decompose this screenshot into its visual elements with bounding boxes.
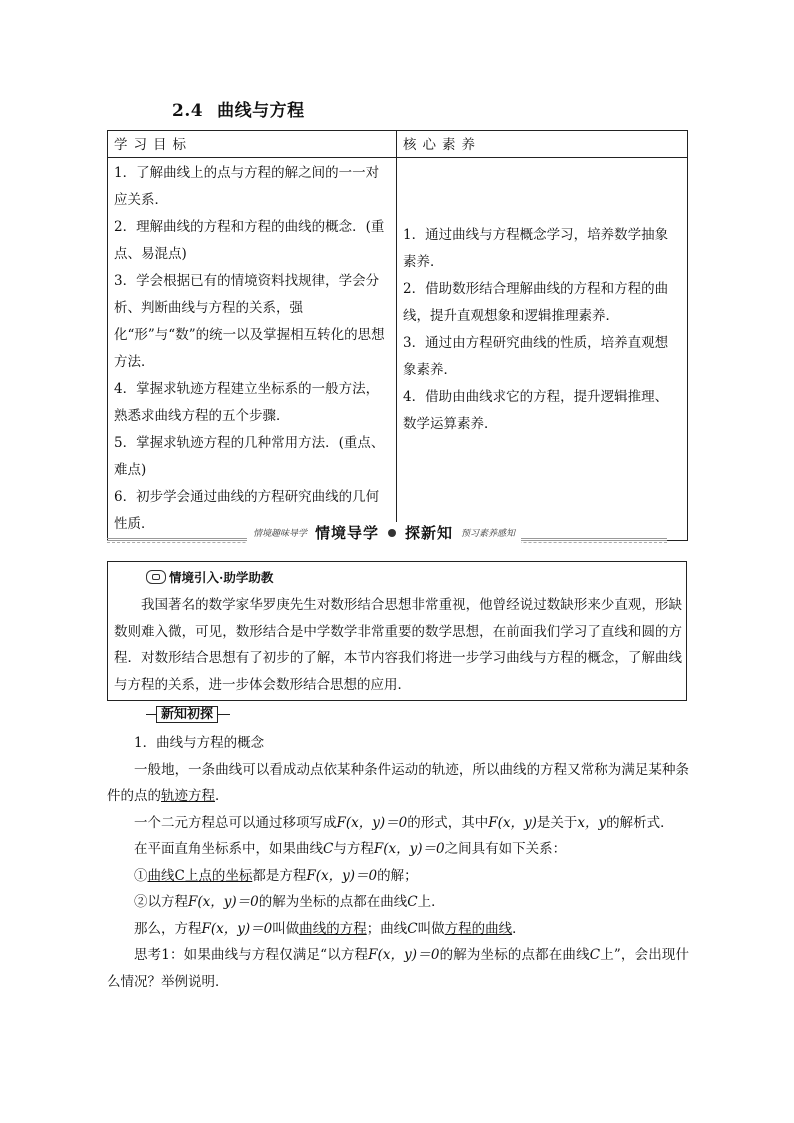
goal-item: 1．了解曲线上的点与方程的解之间的一一对应关系． [114,165,380,208]
condition-1: ①曲线C上点的坐标都是方程F(x，y)＝0的解； [134,867,418,884]
new-knowledge-heading [146,706,230,723]
section-title-text: 曲线与方程 [217,101,305,121]
literacy-item: 3．通过由方程研究曲线的性质，培养直观想象素养． [403,335,669,378]
intro-heading-text: 情境引入·助学助教 [169,570,274,585]
banner-main-a: 情境导学 [315,524,380,542]
goal-item: 4．掌握求轨迹方程建立坐标系的一般方法，熟悉求曲线方程的五个步骤． [114,381,380,424]
paragraph-definition: 那么，方程F(x，y)＝0叫做曲线的方程；曲线C叫做方程的曲线． [134,920,526,937]
banner-dot-icon [388,529,396,537]
section-number: 2.4 [172,101,204,121]
body-text [107,730,689,995]
goal-item: 3．学会根据已有的情境资料找规律，学会分析、判断曲线与方程的关系，强化“形”与“数”的统一以及掌握相互转化的思想方法． [114,273,385,370]
literacy-header: 核心素养 [397,131,688,158]
paragraph-locus: 一般地，一条曲线可以看成动点依某种条件运动的轨迹，所以曲线的方程又常称为满足某种条件的点的轨迹方程． [107,761,689,804]
banner-left-caption: 情境趣味导学 [253,529,308,539]
section-title [172,96,305,121]
concept-title: 1．曲线与方程的概念 [134,735,265,751]
intro-heading [146,568,273,586]
section-banner [107,522,667,544]
literacy-item: 2．借助数形结合理解曲线的方程和方程的曲线，提升直观想象和逻辑推理素养． [403,281,669,324]
goals-cell [108,158,397,541]
lightbulb-icon [146,570,166,584]
literacy-cell [397,158,688,541]
paragraph-relation: 在平面直角坐标系中，如果曲线C与方程F(x，y)＝0之间具有如下关系： [134,841,567,857]
paragraph-binary-equation: 一个二元方程总可以通过移项写成F(x，y)＝0的形式，其中F(x，y)是关于x，y的解析式． [134,814,674,831]
think-question-1: 思考1：如果曲线与方程仅满足“以方程F(x，y)＝0的解为坐标的点都在曲线C上”，会出现什么情况？举例说明． [107,947,690,990]
banner-right-caption: 预习素养感知 [461,529,516,539]
new-knowledge-heading-text: 新知初探 [156,706,218,723]
banner-main-b: 探新知 [405,524,454,542]
goals-header: 学习目标 [108,131,397,158]
intro-box [107,561,687,701]
condition-2: ②以方程F(x，y)＝0的解为坐标的点都在曲线C上． [134,894,445,910]
intro-text: 我国著名的数学家华罗庚先生对数形结合思想非常重视，他曾经说过数缺形来少直观，形缺数则难入微，可见，数形结合是中学数学非常重要的数学思想，在前面我们学习了直线和圆的方程．对数形结合思想有了初步的了解，本节内容我们将进一步学习曲线与方程的概念，了解曲线与方程的关系，进一步体会数形结合思想的应用． [114,597,682,693]
literacy-item: 4．借助由曲线求它的方程，提升逻辑推理、数学运算素养． [403,389,669,432]
goal-item: 2．理解曲线的方程和方程的曲线的概念．(重点、易混点) [114,219,385,262]
goals-table [107,130,688,541]
goal-item: 6．初步学会通过曲线的方程研究曲线的几何性质． [114,489,380,532]
goal-item: 5．掌握求轨迹方程的几种常用方法．(重点、难点) [114,435,385,478]
literacy-item: 1．通过曲线与方程概念学习，培养数学抽象素养． [403,227,669,270]
